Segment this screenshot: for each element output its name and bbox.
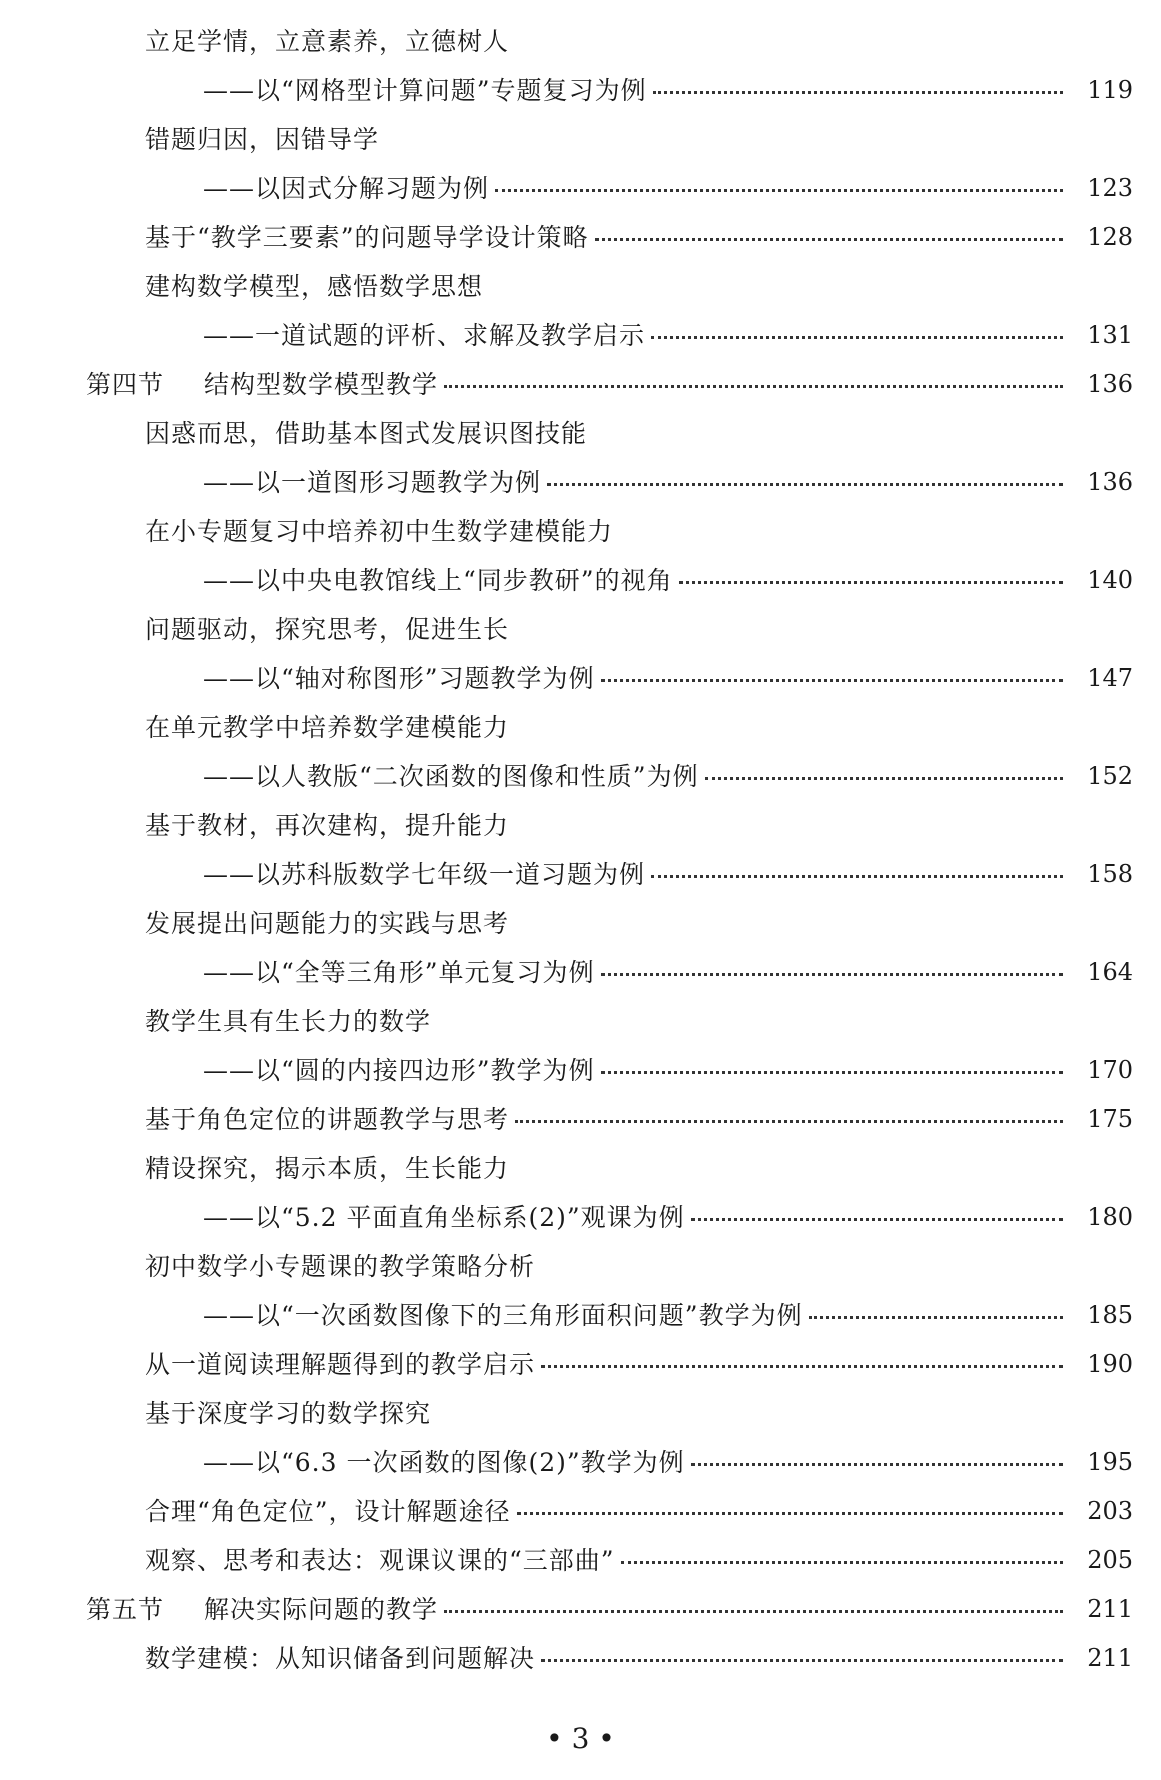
toc-entry-title[interactable] — [0, 1389, 1161, 1438]
entry-label: ——以“全等三角形”单元复习为例 — [203, 958, 595, 987]
dot-leader — [547, 483, 1063, 486]
toc-entry-title[interactable] — [0, 409, 1161, 458]
entry-page-number: 136 — [1087, 468, 1133, 496]
toc-entry-subtitle[interactable] — [0, 1046, 1161, 1095]
entry-label: 基于“教学三要素”的问题导学设计策略 — [145, 223, 589, 252]
toc-entry[interactable] — [0, 1536, 1161, 1585]
toc-entry[interactable] — [0, 1340, 1161, 1389]
toc-entry-title[interactable] — [0, 801, 1161, 850]
dot-leader — [601, 1071, 1063, 1074]
dot-leader — [705, 777, 1063, 780]
entry-page-number: 205 — [1087, 1546, 1133, 1574]
entry-label: ——以一道图形习题教学为例 — [203, 468, 542, 497]
entry-label: 在单元教学中培养数学建模能力 — [145, 713, 510, 742]
entry-label: 精设探究，揭示本质，生长能力 — [145, 1154, 510, 1183]
entry-label: 从一道阅读理解题得到的教学启示 — [145, 1350, 536, 1379]
toc-entry-subtitle[interactable] — [0, 1291, 1161, 1340]
toc-entry-subtitle[interactable] — [0, 311, 1161, 360]
entry-page-number: 123 — [1087, 174, 1133, 202]
entry-label: ——以“一次函数图像下的三角形面积问题”教学为例 — [203, 1301, 803, 1330]
entry-page-number: 180 — [1087, 1203, 1133, 1231]
page-number: • 3 • — [546, 1722, 615, 1755]
dot-leader — [541, 1365, 1063, 1368]
entry-page-number: 175 — [1087, 1105, 1133, 1133]
entry-label: 解决实际问题的教学 — [204, 1595, 439, 1624]
toc-entry-subtitle[interactable] — [0, 556, 1161, 605]
dot-leader — [651, 336, 1063, 339]
dot-leader — [444, 1610, 1063, 1613]
dot-leader — [621, 1561, 1063, 1564]
toc-entry-subtitle[interactable] — [0, 1193, 1161, 1242]
entry-label: ——一道试题的评析、求解及教学启示 — [203, 321, 646, 350]
dot-leader — [653, 91, 1063, 94]
entry-label: 错题归因，因错导学 — [145, 125, 380, 154]
toc-entry-title[interactable] — [0, 507, 1161, 556]
dot-leader — [495, 189, 1063, 192]
dot-leader — [679, 581, 1063, 584]
entry-label: ——以人教版“二次函数的图像和性质”为例 — [203, 762, 699, 791]
toc-entry-title[interactable] — [0, 703, 1161, 752]
table-of-contents — [0, 17, 1161, 1683]
toc-section-heading[interactable] — [0, 1585, 1161, 1634]
entry-label: ——以“5.2 平面直角坐标系(2)”观课为例 — [203, 1203, 685, 1232]
entry-label: ——以“6.3 一次函数的图像(2)”教学为例 — [203, 1448, 685, 1477]
entry-label: 数学建模：从知识储备到问题解决 — [145, 1644, 536, 1673]
toc-entry[interactable] — [0, 213, 1161, 262]
entry-page-number: 211 — [1087, 1644, 1133, 1672]
toc-entry-subtitle[interactable] — [0, 458, 1161, 507]
entry-page-number: 152 — [1087, 762, 1133, 790]
entry-label: ——以中央电教馆线上“同步教研”的视角 — [203, 566, 673, 595]
entry-label: 问题驱动，探究思考，促进生长 — [145, 615, 510, 644]
entry-label: ——以“网格型计算问题”专题复习为例 — [203, 76, 647, 105]
entry-label: 发展提出问题能力的实践与思考 — [145, 909, 510, 938]
section-number: 第四节 — [86, 370, 165, 399]
entry-label: 立足学情，立意素养，立德树人 — [145, 27, 510, 56]
dot-leader — [541, 1659, 1063, 1662]
entry-page-number: 119 — [1087, 76, 1133, 104]
entry-page-number: 170 — [1087, 1056, 1133, 1084]
entry-label: 基于深度学习的数学探究 — [145, 1399, 432, 1428]
entry-label: ——以“轴对称图形”习题教学为例 — [203, 664, 595, 693]
entry-page-number: 164 — [1087, 958, 1133, 986]
toc-entry-subtitle[interactable] — [0, 752, 1161, 801]
toc-entry-title[interactable] — [0, 17, 1161, 66]
entry-label: 初中数学小专题课的教学策略分析 — [145, 1252, 536, 1281]
dot-leader — [809, 1316, 1063, 1319]
toc-entry-title[interactable] — [0, 997, 1161, 1046]
toc-entry-subtitle[interactable] — [0, 66, 1161, 115]
dot-leader — [444, 385, 1063, 388]
entry-label: 结构型数学模型教学 — [204, 370, 439, 399]
entry-page-number: 185 — [1087, 1301, 1133, 1329]
toc-entry-title[interactable] — [0, 899, 1161, 948]
entry-page-number: 140 — [1087, 566, 1133, 594]
toc-entry-subtitle[interactable] — [0, 654, 1161, 703]
entry-label: 建构数学模型，感悟数学思想 — [145, 272, 484, 301]
entry-page-number: 128 — [1087, 223, 1133, 251]
toc-section-heading[interactable] — [0, 360, 1161, 409]
dot-leader — [691, 1218, 1063, 1221]
toc-entry-title[interactable] — [0, 262, 1161, 311]
toc-entry-subtitle[interactable] — [0, 164, 1161, 213]
dot-leader — [651, 875, 1063, 878]
entry-label: 因惑而思，借助基本图式发展识图技能 — [145, 419, 588, 448]
entry-label: 合理“角色定位”，设计解题途径 — [145, 1497, 511, 1526]
dot-leader — [595, 238, 1063, 241]
dot-leader — [517, 1512, 1063, 1515]
dot-leader — [691, 1463, 1063, 1466]
entry-label: ——以“圆的内接四边形”教学为例 — [203, 1056, 595, 1085]
toc-entry-title[interactable] — [0, 605, 1161, 654]
section-number: 第五节 — [86, 1595, 165, 1624]
entry-label: 基于角色定位的讲题教学与思考 — [145, 1105, 510, 1134]
entry-page-number: 211 — [1087, 1595, 1133, 1623]
toc-entry-subtitle[interactable] — [0, 1438, 1161, 1487]
entry-page-number: 203 — [1087, 1497, 1133, 1525]
entry-page-number: 147 — [1087, 664, 1133, 692]
toc-entry-title[interactable] — [0, 1242, 1161, 1291]
toc-entry[interactable] — [0, 1634, 1161, 1683]
toc-entry-subtitle[interactable] — [0, 850, 1161, 899]
entry-page-number: 158 — [1087, 860, 1133, 888]
entry-label: ——以苏科版数学七年级一道习题为例 — [203, 860, 646, 889]
entry-page-number: 131 — [1087, 321, 1133, 349]
entry-label: 观察、思考和表达：观课议课的“三部曲” — [145, 1546, 615, 1575]
toc-entry-subtitle[interactable] — [0, 948, 1161, 997]
entry-page-number: 136 — [1087, 370, 1133, 398]
toc-entry[interactable] — [0, 1095, 1161, 1144]
dot-leader — [601, 973, 1063, 976]
entry-page-number: 195 — [1087, 1448, 1133, 1476]
dot-leader — [601, 679, 1063, 682]
toc-entry-title[interactable] — [0, 1144, 1161, 1193]
entry-label: ——以因式分解习题为例 — [203, 174, 490, 203]
entry-label: 教学生具有生长力的数学 — [145, 1007, 432, 1036]
entry-label: 基于教材，再次建构，提升能力 — [145, 811, 510, 840]
entry-label: 在小专题复习中培养初中生数学建模能力 — [145, 517, 614, 546]
dot-leader — [515, 1120, 1063, 1123]
toc-entry[interactable] — [0, 1487, 1161, 1536]
entry-page-number: 190 — [1087, 1350, 1133, 1378]
toc-entry-title[interactable] — [0, 115, 1161, 164]
